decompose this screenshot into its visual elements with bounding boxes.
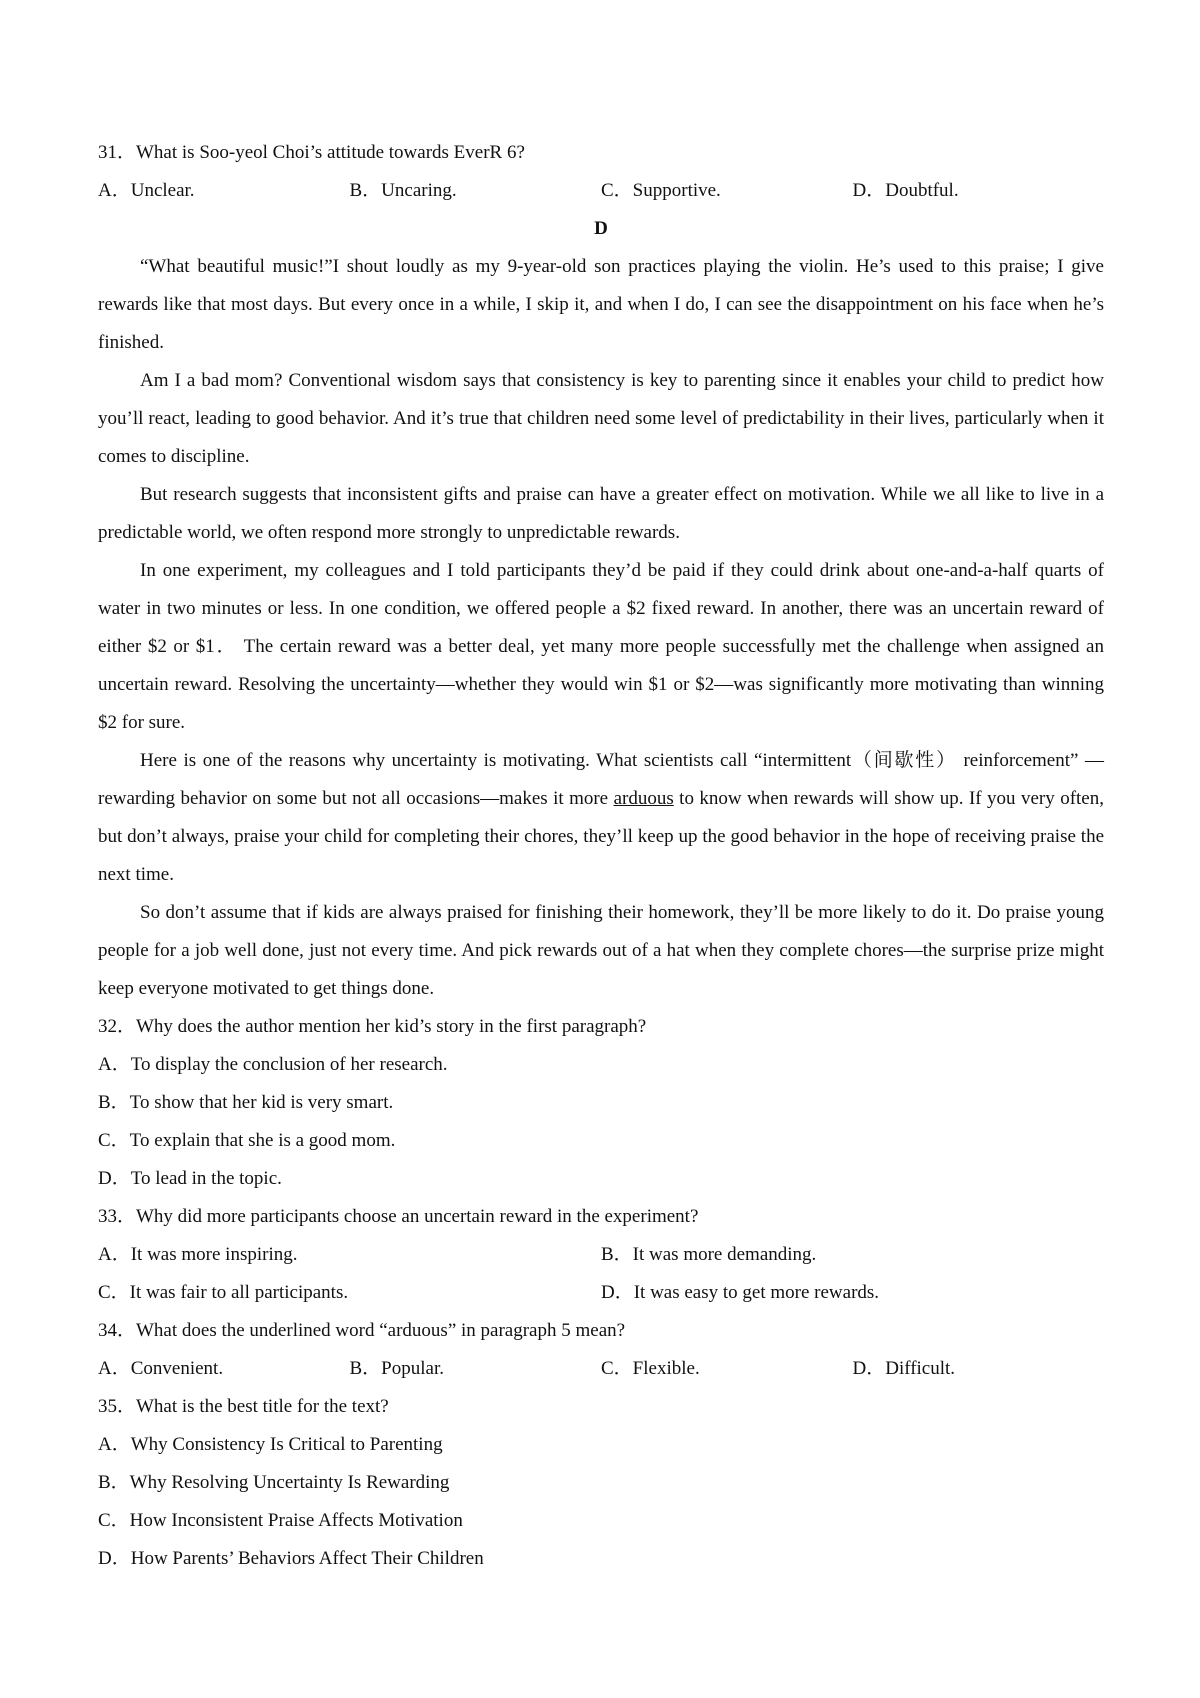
- question-33: 33．Why did more participants choose an uncertain reward in the experiment?: [98, 1206, 699, 1227]
- question-32: 32．Why does the author mention her kid’s story in the first paragraph?: [98, 1016, 647, 1037]
- option-33-c: C．It was fair to all participants.: [98, 1282, 349, 1303]
- option-34-b: B．Popular.: [349, 1358, 444, 1379]
- passage-heading: D: [594, 218, 608, 239]
- option-34-a: A．Convenient.: [98, 1358, 224, 1379]
- question-34-options: [98, 1350, 1104, 1388]
- paragraph-2: Am I a bad mom? Conventional wisdom says that consistency is key to parenting since it enables your child to predict how you’ll react, leading to good behavior. And it’s true that children need some level of predictability in their lives, particularly when it comes to discipline.: [98, 370, 1104, 467]
- option-35-c: C．How Inconsistent Praise Affects Motivation: [98, 1510, 463, 1531]
- option-32-d: D．To lead in the topic.: [98, 1168, 282, 1189]
- paragraph-6: So don’t assume that if kids are always praised for finishing their homework, they’ll be more likely to do it. Do praise young people for a job well done, just not every time. And pick rewards out of a hat when they complete chores—the surprise prize might keep everyone motivated to get things done.: [98, 902, 1104, 999]
- option-33-b: B．It was more demanding.: [601, 1244, 817, 1265]
- paragraph-3: But research suggests that inconsistent gifts and praise can have a greater effect on motivation. While we all like to live in a predictable world, we often respond more strongly to unpredictable rewards.: [98, 484, 1104, 543]
- option-33-d: D．It was easy to get more rewards.: [601, 1282, 880, 1303]
- question-33-options-row-2: [98, 1274, 1104, 1312]
- question-33-options-row-1: [98, 1236, 1104, 1274]
- paragraph-4: In one experiment, my colleagues and I told participants they’d be paid if they could drink about one-and-a-half quarts of water in two minutes or less. In one condition, we offered people a $2 fixed reward. In another, there was an uncertain reward of either $2 or $1． The certain reward was a better deal, yet many more people successfully met the challenge when assigned an uncertain reward. Resolving the uncertainty—whether they would win $1 or $2—was significantly more motivating than winning $2 for sure.: [98, 560, 1104, 733]
- option-34-d: D．Difficult.: [852, 1358, 956, 1379]
- question-35: 35．What is the best title for the text?: [98, 1396, 389, 1417]
- option-32-c: C．To explain that she is a good mom.: [98, 1130, 396, 1151]
- option-33-a: A．It was more inspiring.: [98, 1244, 298, 1265]
- exam-page: [98, 134, 1104, 1578]
- option-34-c: C．Flexible.: [601, 1358, 700, 1379]
- paragraph-5: [98, 742, 1104, 894]
- option-35-a: A．Why Consistency Is Critical to Parenting: [98, 1434, 443, 1455]
- option-35-b: B．Why Resolving Uncertainty Is Rewarding: [98, 1472, 450, 1493]
- option-31-c: C．Supportive.: [601, 180, 721, 201]
- paragraph-5-text-before: Here is one of the reasons why uncertainty is motivating. What scientists call “intermittent（间歇性） reinforcement” —rewarding behavior on some but not all occasions—makes it more: [98, 750, 1104, 809]
- option-31-b: B．Uncaring.: [349, 180, 457, 201]
- question-31-options: [98, 172, 1104, 210]
- paragraph-1: “What beautiful music!”I shout loudly as my 9-year-old son practices playing the violin. He’s used to this praise; I give rewards like that most days. But every once in a while, I skip it, and when I do, I can see the disappointment on his face when he’s finished.: [98, 256, 1104, 353]
- option-35-d: D．How Parents’ Behaviors Affect Their Children: [98, 1548, 484, 1569]
- option-32-b: B．To show that her kid is very smart.: [98, 1092, 394, 1113]
- question-31: 31．What is Soo-yeol Choi’s attitude towards EverR 6?: [98, 142, 525, 163]
- option-32-a: A．To display the conclusion of her research.: [98, 1054, 448, 1075]
- question-34: 34．What does the underlined word “arduous” in paragraph 5 mean?: [98, 1320, 626, 1341]
- paragraph-5-text-after: to know when rewards will show up. If you very often, but don’t always, praise your child for completing their chores, they’ll keep up the good behavior in the hope of receiving praise the next time.: [98, 788, 1104, 885]
- option-31-d: D．Doubtful.: [852, 180, 959, 201]
- option-31-a: A．Unclear.: [98, 180, 195, 201]
- underlined-word: arduous: [613, 788, 674, 809]
